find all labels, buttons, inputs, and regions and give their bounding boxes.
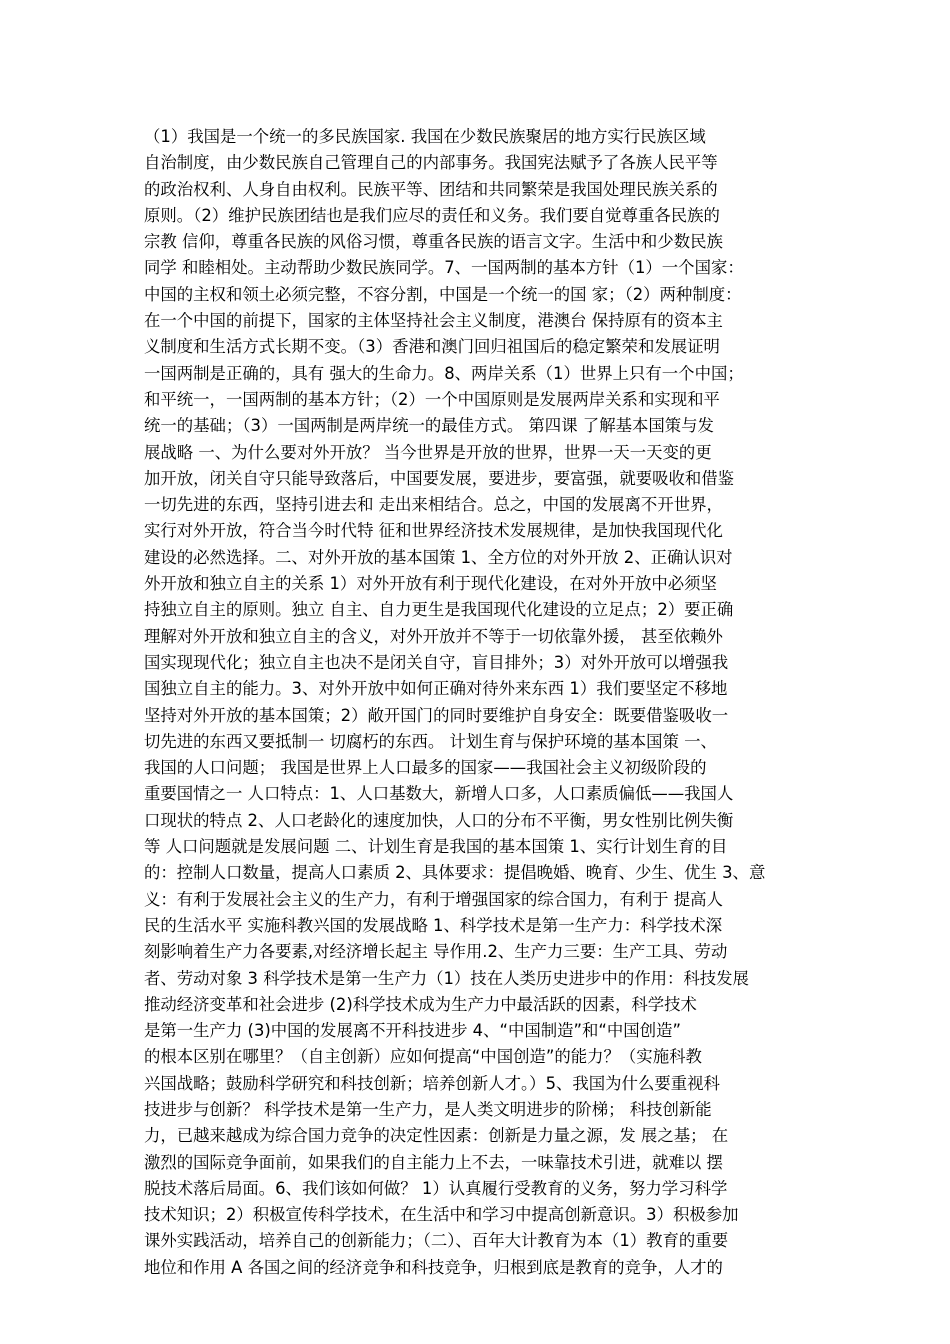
text-line: 同学 和睦相处。主动帮助少数民族同学。7、一国两制的基本方针（1）一个国家： (144, 258, 744, 278)
text-line: 自治制度，由少数民族自己管理自己的内部事务。我国宪法赋予了各族人民平等 (144, 153, 718, 173)
text-line: （1）我国是一个统一的多民族国家. 我国在少数民族聚居的地方实行民族区域 (144, 127, 706, 146)
text-line: 重要国情之一 人口特点：1、人口基数大，新增人口多，人口素质偏低——我国人 (144, 784, 734, 804)
text-line: 一切先进的东西，坚持引进去和 走出来相结合。总之，中国的发展离不开世界， (144, 495, 723, 515)
text-line: 技进步与创新？ 科学技术是第一生产力，是人类文明进步的阶梯； 科技创新能 (144, 1099, 712, 1119)
text-line: 课外实践活动，培养自己的创新能力；（二）、百年大计教育为本（1）教育的重要 (144, 1231, 729, 1251)
text-line: 在一个中国的前提下，国家的主体坚持社会主义制度，港澳台 保持原有的资本主 (144, 311, 723, 331)
text-line: 力，已越来越成为综合国力竞争的决定性因素：创新是力量之源，发 展之基； 在 (144, 1126, 729, 1146)
text-line: 者、劳动对象 3 科学技术是第一生产力（1）技在人类历史进步中的作用：科技发展 (144, 968, 749, 988)
text-line: 的政治权利、人身自由权利。民族平等、团结和共同繁荣是我国处理民族关系的 (144, 179, 718, 199)
text-line: 理解对外开放和独立自主的含义，对外开放并不等于一切依靠外援， 甚至依赖外 (144, 626, 723, 646)
text-line: 一国两制是正确的，具有 强大的生命力。8、两岸关系（1）世界上只有一个中国； (144, 363, 744, 383)
text-line: 持独立自主的原则。独立 自主、自力更生是我国现代化建设的立足点；2）要正确 (144, 600, 734, 620)
text-line: 和平统一，一国两制的基本方针；（2）一个中国原则是发展两岸关系和实现和平 (144, 389, 720, 409)
text-line: 口现状的特点 2、人口老龄化的速度加快，人口的分布不平衡，男女性别比例失衡 (144, 810, 734, 830)
text-line: 原则。（2）维护民族团结也是我们应尽的责任和义务。我们要自觉尊重各民族的 (144, 205, 720, 225)
text-line: 技术知识；2）积极宣传科学技术，在生活中和学习中提高创新意识。3）积极参加 (144, 1205, 739, 1225)
text-line: 统一的基础；（3）一国两制是两岸统一的最佳方式。 第四课 了解基本国策与发 (144, 416, 714, 436)
text-line: 切先进的东西又要抵制一 切腐朽的东西。 计划生育与保护环境的基本国策 一、 (144, 731, 717, 751)
text-line: 实行对外开放，符合当今时代特 征和世界经济技术发展规律，是加快我国现代化 (144, 521, 723, 541)
text-line: 的：控制人口数量，提高人口素质 2、具体要求：提倡晚婚、晚育、少生、优生 3、意 (144, 863, 766, 883)
text-line: 坚持对外开放的基本国策；2）敞开国门的同时要维护自身安全：既要借鉴吸收一 (144, 705, 729, 725)
text-line: 建设的必然选择。二、对外开放的基本国策 1、全方位的对外开放 2、正确认识对 (144, 547, 733, 567)
text-line: 义：有利于发展社会主义的生产力，有利于增强国家的综合国力，有利于 提高人 (144, 889, 723, 909)
text-line: 国独立自主的能力。3、对外开放中如何正确对待外来东西 1）我们要坚定不移地 (144, 679, 728, 699)
text-line: 刻影响着生产力各要素,对经济增长起主 导作用.2、生产力三要：生产工具、劳动 (144, 942, 728, 962)
text-line: 中国的主权和领土必须完整，不容分割，中国是一个统一的国 家；（2）两种制度： (144, 284, 742, 304)
text-line: 是第一生产力 (3)中国的发展离不开科技进步 4、“中国制造”和“中国创造” (144, 1021, 681, 1041)
text-line: 民的生活水平 实施科教兴国的发展战略 1、科学技术是第一生产力：科学技术深 (144, 915, 723, 935)
document-body-text (144, 124, 816, 1281)
text-line: 等 人口问题就是发展问题 二、计划生育是我国的基本国策 1、实行计划生育的目 (144, 837, 728, 857)
text-line: 外开放和独立自主的关系 1）对外开放有利于现代化建设，在对外开放中必须坚 (144, 574, 717, 594)
text-line: 展战略 一、为什么要对外开放？ 当今世界是开放的世界，世界一天一天变的更 (144, 442, 712, 462)
text-line: 宗教 信仰，尊重各民族的风俗习惯，尊重各民族的语言文字。生活中和少数民族 (144, 232, 723, 252)
text-line: 地位和作用 A 各国之间的经济竞争和科技竞争，归根到底是教育的竞争，人才的 (144, 1257, 723, 1277)
text-line: 我国的人口问题； 我国是世界上人口最多的国家——我国社会主义初级阶段的 (144, 758, 707, 778)
text-line: 激烈的国际竞争面前，如果我们的自主能力上不去，一味靠技术引进，就难以 摆 (144, 1152, 723, 1172)
text-line: 脱技术落后局面。6、我们该如何做？ 1）认真履行受教育的义务，努力学习科学 (144, 1178, 728, 1198)
text-line: 国实现现代化；独立自主也决不是闭关自守，盲目排外；3）对外开放可以增强我 (144, 652, 729, 672)
text-line: 义制度和生活方式长期不变。（3）香港和澳门回归祖国后的稳定繁荣和发展证明 (144, 337, 720, 357)
text-line: 的根本区别在哪里？（自主创新）应如何提高“中国创造”的能力？（实施科教 (144, 1047, 702, 1067)
text-line: 兴国战略；鼓励科学研究和科技创新；培养创新人才。）5、我国为什么要重视科 (144, 1073, 720, 1093)
text-line: 推动经济变革和社会进步 (2)科学技术成为生产力中最活跃的因素，科学技术 (144, 994, 697, 1014)
text-line: 加开放，闭关自守只能导致落后，中国要发展，要进步，要富强，就要吸收和借鉴 (144, 468, 735, 488)
